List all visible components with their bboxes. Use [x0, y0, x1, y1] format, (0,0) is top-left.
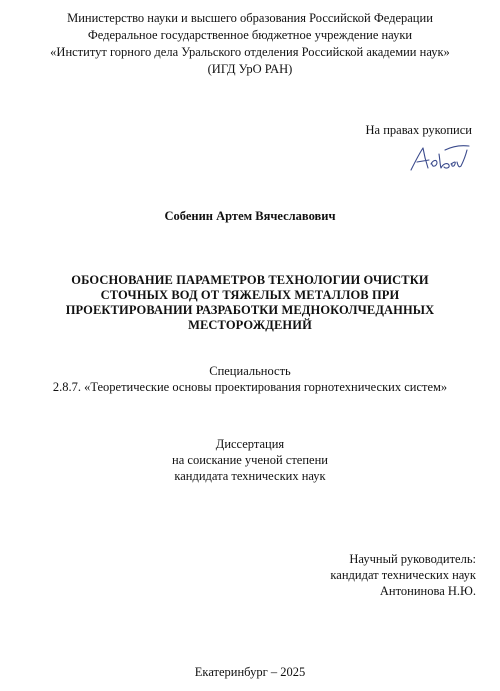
title-line-3: ПРОЕКТИРОВАНИИ РАЗРАБОТКИ МЕДНОКОЛЧЕДАННЫХ — [65, 303, 435, 317]
title-line-4: МЕСТОРОЖДЕНИЙ — [188, 318, 312, 332]
specialty-value: 2.8.7. «Теоретические основы проектирования горнотехнических систем» — [52, 380, 448, 394]
specialty-label: Специальность — [209, 364, 291, 378]
manuscript-note: На правах рукописи — [365, 123, 472, 137]
city-year: Екатеринбург – 2025 — [194, 665, 306, 679]
supervisor-label: Научный руководитель: — [349, 552, 476, 566]
dissertation-purpose: на соискание ученой степени — [172, 453, 328, 467]
institution-abbr-line: (ИГД УрО РАН) — [207, 62, 293, 76]
ministry-line: Министерство науки и высшего образования Российской Федерации — [67, 11, 433, 25]
title-line-2: СТОЧНЫХ ВОД ОТ ТЯЖЕЛЫХ МЕТАЛЛОВ ПРИ — [100, 288, 400, 302]
dissertation-degree: кандидата технических наук — [174, 469, 326, 483]
institution-name-line: «Институт горного дела Уральского отделения Российской академии наук» — [50, 45, 450, 59]
supervisor-degree: кандидат технических наук — [330, 568, 476, 582]
supervisor-name: Антонинова Н.Ю. — [379, 584, 476, 598]
signature-icon — [405, 140, 475, 178]
author-name: Собенин Артем Вячеславович — [164, 209, 336, 223]
title-line-1: ОБОСНОВАНИЕ ПАРАМЕТРОВ ТЕХНОЛОГИИ ОЧИСТКИ — [71, 273, 429, 287]
dissertation-label: Диссертация — [215, 437, 285, 451]
institution-type-line: Федеральное государственное бюджетное учреждение науки — [87, 28, 413, 42]
